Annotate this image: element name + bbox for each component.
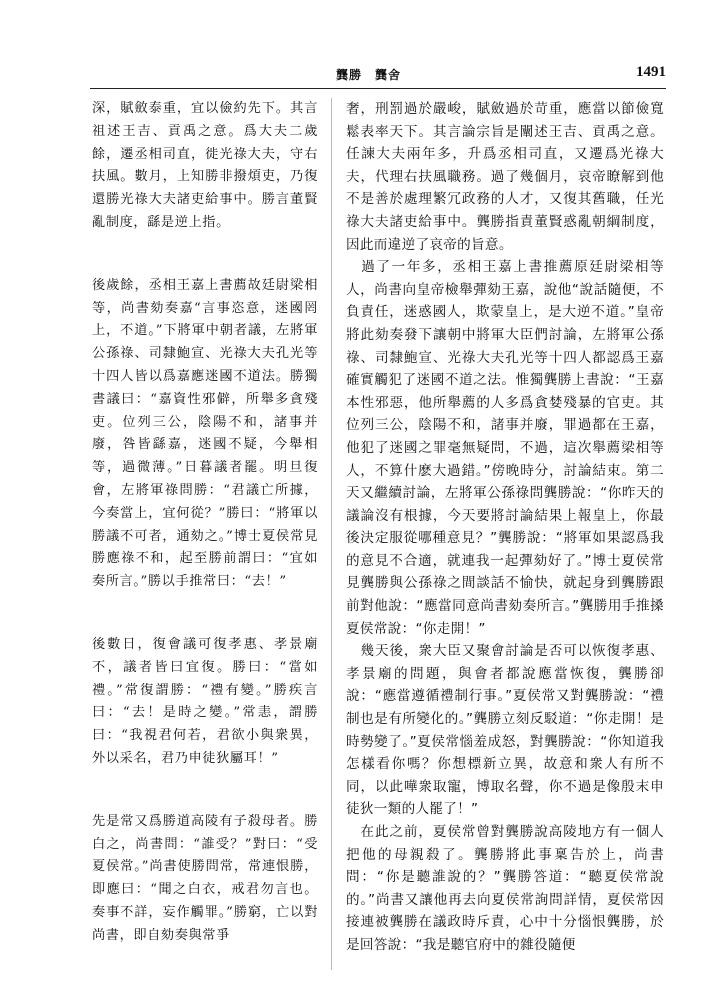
classical-text-column xyxy=(92,98,318,1000)
header-rule xyxy=(90,88,666,89)
classical-paragraph: 後數日，復會議可復孝惠、孝景廟不，議者皆曰宜復。勝曰：“當如禮。”常復謂勝：“禮有變。”勝疾言曰：“去！是時之變。”常恚，謂勝曰：“我視君何若，君欲小與衆異，外以采名，君乃申徒狄屬耳！” xyxy=(92,636,318,766)
classical-paragraph: 深，賦斂泰重，宜以儉約先下。其言祖述王吉、貢禹之意。爲大夫二歲餘，遷丞相司直，徙光祿大夫，守右扶風。數月，上知勝非撥煩吏，乃復還勝光祿大夫諸吏給事中。勝言董賢亂制度，繇是逆上指。 xyxy=(92,101,318,230)
translation-column xyxy=(346,98,664,1000)
classical-paragraph: 後歲餘，丞相王嘉上書薦故廷尉梁相等，尚書劾奏嘉“言事恣意，迷國罔上，不道。”下將軍中朝者議，左將軍公孫祿、司隸鮑宣、光祿大夫孔光等十四人皆以爲嘉應迷國不道法。勝獨書議曰：“嘉資性邪僻，所舉多貪殘吏。位列三公，陰陽不和，諸事并廢，咎皆繇嘉，迷國不疑，今舉相等，過微薄。”日暮議者罷。明旦復會，左將軍祿問勝：“君議亡所據，今奏當上，宜何從？”勝曰：“將軍以勝議不可者，通劾之。”博士夏侯常見勝應祿不和，起至勝前謂曰：“宜如奏所言。”勝以手推常曰：“去！” xyxy=(92,277,318,590)
translation-paragraph: 奢，刑罰過於嚴峻，賦斂過於苛重，應當以節儉寬鬆表率天下。其言論宗旨是闡述王吉、貢禹之意。任諫大夫兩年多，升爲丞相司直，又遷爲光祿大夫，代理右扶風職務。過了幾個月，哀帝瞭解到他不是善於處理繁冗政務的人才，又復其舊職，任光祿大夫諸吏給事中。龔勝指責董賢惑亂朝綱制度，因此而違逆了哀帝的旨意。 xyxy=(346,101,664,253)
running-title: 龔勝 龔舍 xyxy=(336,68,402,82)
translation-paragraph: 過了一年多，丞相王嘉上書推薦原廷尉梁相等人，尚書向皇帝檢舉彈劾王嘉，說他“說話隨便，不負責任，迷惑國人，欺蒙皇上，是大逆不道。”皇帝將此劾奏發下讓朝中將軍大臣們討論，左將軍公孫祿、司隸鮑宣、光祿大夫孔光等十四人都認爲王嘉確實觸犯了迷國不道之法。惟獨龔勝上書說：“王嘉本性邪惡，他所舉薦的人多爲貪婪殘暴的官吏。其位列三公，陰陽不和，諸事并廢，罪過都在王嘉，他犯了迷國之罪毫無疑問，不過，這次舉薦梁相等人，不算什麽大過錯。”傍晚時分，討論結束。第二天又繼續討論，左將軍公孫祿問龔勝說：“你昨天的議論沒有根據，今天要將討論結果上報皇上，你最後決定服從哪種意見？”龔勝說：“將軍如果認爲我的意見不合適，就連我一起彈劾好了。”博士夏侯常見龔勝與公孫祿之間談話不愉快，就起身到龔勝跟前對他說：“應當同意尚書劾奏所言。”龔勝用手推搡夏侯常說：“你走開！” xyxy=(346,259,664,637)
page-header xyxy=(90,64,666,86)
translation-paragraph: 在此之前，夏侯常曾對龔勝說高陵地方有一個人把他的母親殺了。龔勝將此事稟告於上，尚書問：“你是聽誰說的？”龔勝答道：“聽夏侯常說的。”尚書又讓他再去向夏侯常詢問詳情，夏侯常因接連被龔勝在議政時斥責，心中十分惱恨龔勝，於是回答說：“我是聽官府中的雜役隨便 xyxy=(346,824,664,953)
column-divider xyxy=(331,98,332,970)
classical-paragraph: 先是常又爲勝道高陵有子殺母者。勝白之，尚書問：“誰受？”對曰：“受夏侯常。”尚書使勝問常，常連恨勝，即應曰：“聞之白衣，戒君勿言也。奏事不詳，妄作觸罪。”勝窮，亡以對尚書，即自劾奏與常爭 xyxy=(92,813,318,943)
translation-paragraph: 幾天後，衆大臣又聚會討論是否可以恢復孝惠、孝景廟的問題，與會者都說應當恢復，龔勝卻說：“應當遵循禮制行事。”夏侯常又對龔勝說：“禮制也是有所變化的。”龔勝立刻反駁道：“你走開！是時勢變了。”夏侯常惱羞成怒，對龔勝說：“你知道我怎樣看你嗎？你想標新立異，故意和衆人有所不同，以此嘩衆取寵，博取名聲，你不過是像殷末申徒狄一類的人罷了！” xyxy=(346,643,664,818)
page-number: 1491 xyxy=(636,64,666,80)
